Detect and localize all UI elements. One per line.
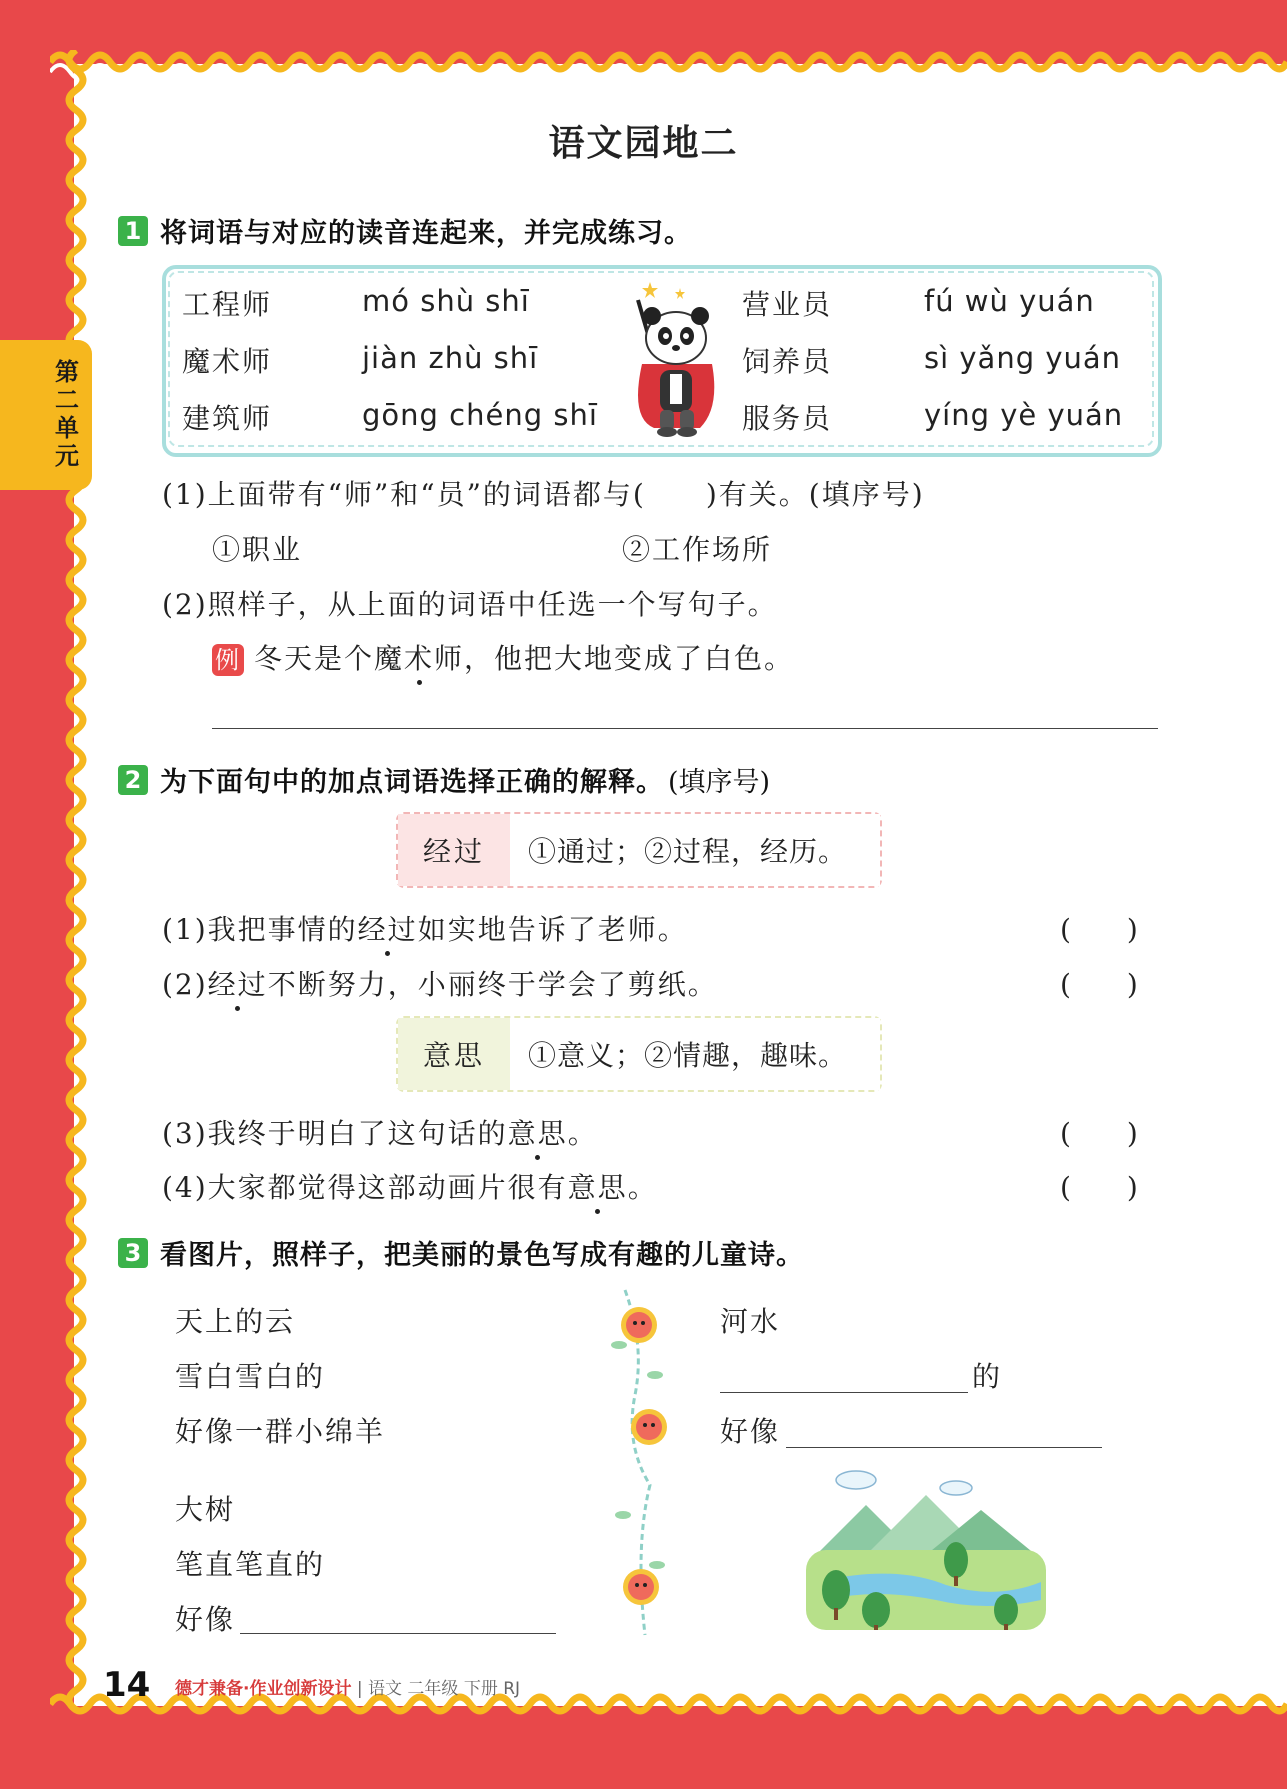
- sentence-text: (2): [162, 968, 208, 1001]
- answer-parentheses[interactable]: ( ): [1060, 968, 1138, 1001]
- question-prompt: 将词语与对应的读音连起来，并完成练习。: [160, 218, 692, 249]
- q1-example-sentence: [212, 637, 794, 677]
- poem-line: 的: [972, 1360, 1003, 1393]
- panda-magician-illustration: [620, 278, 730, 440]
- poem-line: 好像: [175, 1603, 236, 1636]
- dotted-word: 经过: [207, 968, 268, 1001]
- question-number-badge: 1: [118, 216, 148, 246]
- sentence-text: (4)大家都觉得这部动画片很有: [162, 1171, 568, 1204]
- left-word[interactable]: 工程师: [182, 288, 273, 321]
- q2-sentence-4: [162, 1166, 658, 1206]
- answer-line[interactable]: [212, 728, 1158, 729]
- sun-vine-divider: [605, 1285, 675, 1640]
- unit-tab-label: 第二单元: [55, 358, 79, 470]
- wavy-border-top: [50, 42, 1287, 82]
- poem-line: 大树: [175, 1493, 236, 1526]
- right-pinyin[interactable]: fú wù yuán: [924, 284, 1095, 318]
- right-pinyin[interactable]: sì yǎng yuán: [924, 341, 1122, 375]
- wavy-border-left: [56, 50, 96, 1710]
- q1-option-1[interactable]: ①职业: [212, 533, 303, 566]
- sentence-text: 。: [627, 1171, 658, 1204]
- left-word[interactable]: 魔术师: [182, 345, 273, 378]
- example-text: ，他把大地变成了白色。: [464, 642, 795, 675]
- q1-subquestion-1: (1)上面带有“师”和“员”的词语都与( )有关。(填序号): [162, 478, 925, 511]
- answer-line[interactable]: [786, 1447, 1102, 1448]
- answer-parentheses[interactable]: ( ): [1060, 1117, 1138, 1150]
- left-pinyin[interactable]: gōng chéng shī: [362, 398, 598, 432]
- question-1-header: [118, 211, 692, 250]
- left-pinyin[interactable]: mó shù shī: [362, 284, 530, 318]
- page-title: 语文园地二: [548, 123, 739, 164]
- dotted-word: 经过: [357, 913, 418, 946]
- answer-parentheses[interactable]: ( ): [1060, 913, 1138, 946]
- poem-line: 天上的云: [175, 1305, 296, 1338]
- footer-brand: 德才兼备·作业创新设计: [175, 1679, 352, 1699]
- poem-line: 好像一群小绵羊: [175, 1415, 386, 1448]
- left-word[interactable]: 建筑师: [182, 402, 273, 435]
- poem-line: 河水: [720, 1305, 781, 1338]
- footer-info: 语文 二年级 下册 RJ: [368, 1679, 521, 1699]
- right-word[interactable]: 服务员: [742, 402, 833, 435]
- question-2-header: [118, 760, 770, 799]
- right-word[interactable]: 饲养员: [742, 345, 833, 378]
- definition-box: [396, 1016, 882, 1092]
- q2-sentence-1: [162, 908, 688, 948]
- q1-subquestion-2: (2)照样子，从上面的词语中任选一个写句子。: [162, 588, 778, 621]
- sentence-text: (3)我终于明白了这句话的: [162, 1117, 508, 1150]
- poem-line: 雪白雪白的: [175, 1360, 326, 1393]
- answer-parentheses[interactable]: ( ): [1060, 1171, 1138, 1204]
- example-text: 冬天是个: [254, 642, 375, 675]
- dotted-word: 意思: [567, 1171, 628, 1204]
- poem-line: 笔直笔直的: [175, 1548, 326, 1581]
- question-note: (填序号): [668, 767, 771, 798]
- example-dotted-word: 魔术师: [374, 642, 465, 675]
- left-pinyin[interactable]: jiàn zhù shī: [362, 341, 539, 375]
- definition-word: 经过: [398, 814, 510, 886]
- question-number-badge: 2: [118, 765, 148, 795]
- definition-meanings: ①通过；②过程，经历。: [510, 814, 880, 886]
- sentence-text: 如实地告诉了老师。: [417, 913, 688, 946]
- right-pinyin[interactable]: yíng yè yuán: [924, 398, 1124, 432]
- definition-box: [396, 812, 882, 888]
- right-word[interactable]: 营业员: [742, 288, 833, 321]
- river-landscape-illustration: [806, 1460, 1046, 1630]
- answer-line[interactable]: [240, 1633, 556, 1634]
- answer-line[interactable]: [720, 1392, 968, 1393]
- q1-option-2[interactable]: ②工作场所: [622, 533, 773, 566]
- definition-meanings: ①意义；②情趣，趣味。: [510, 1018, 880, 1090]
- q2-sentence-2: [162, 963, 718, 1003]
- example-badge: 例: [212, 644, 244, 676]
- page-number: 14: [103, 1665, 151, 1705]
- question-prompt: 看图片，照样子，把美丽的景色写成有趣的儿童诗。: [160, 1240, 804, 1271]
- poem-line: 好像: [720, 1415, 781, 1448]
- question-3-header: [118, 1233, 804, 1272]
- question-number-badge: 3: [118, 1238, 148, 1268]
- definition-word: 意思: [398, 1018, 510, 1090]
- footer-text: 德才兼备·作业创新设计 | 语文 二年级 下册 RJ: [175, 1679, 521, 1699]
- question-prompt: 为下面句中的加点词语选择正确的解释。: [160, 767, 664, 798]
- sentence-text: 。: [567, 1117, 598, 1150]
- sentence-text: (1)我把事情的: [162, 913, 358, 946]
- q2-sentence-3: [162, 1112, 598, 1152]
- sentence-text: 不断努力，小丽终于学会了剪纸。: [267, 968, 718, 1001]
- dotted-word: 意思: [507, 1117, 568, 1150]
